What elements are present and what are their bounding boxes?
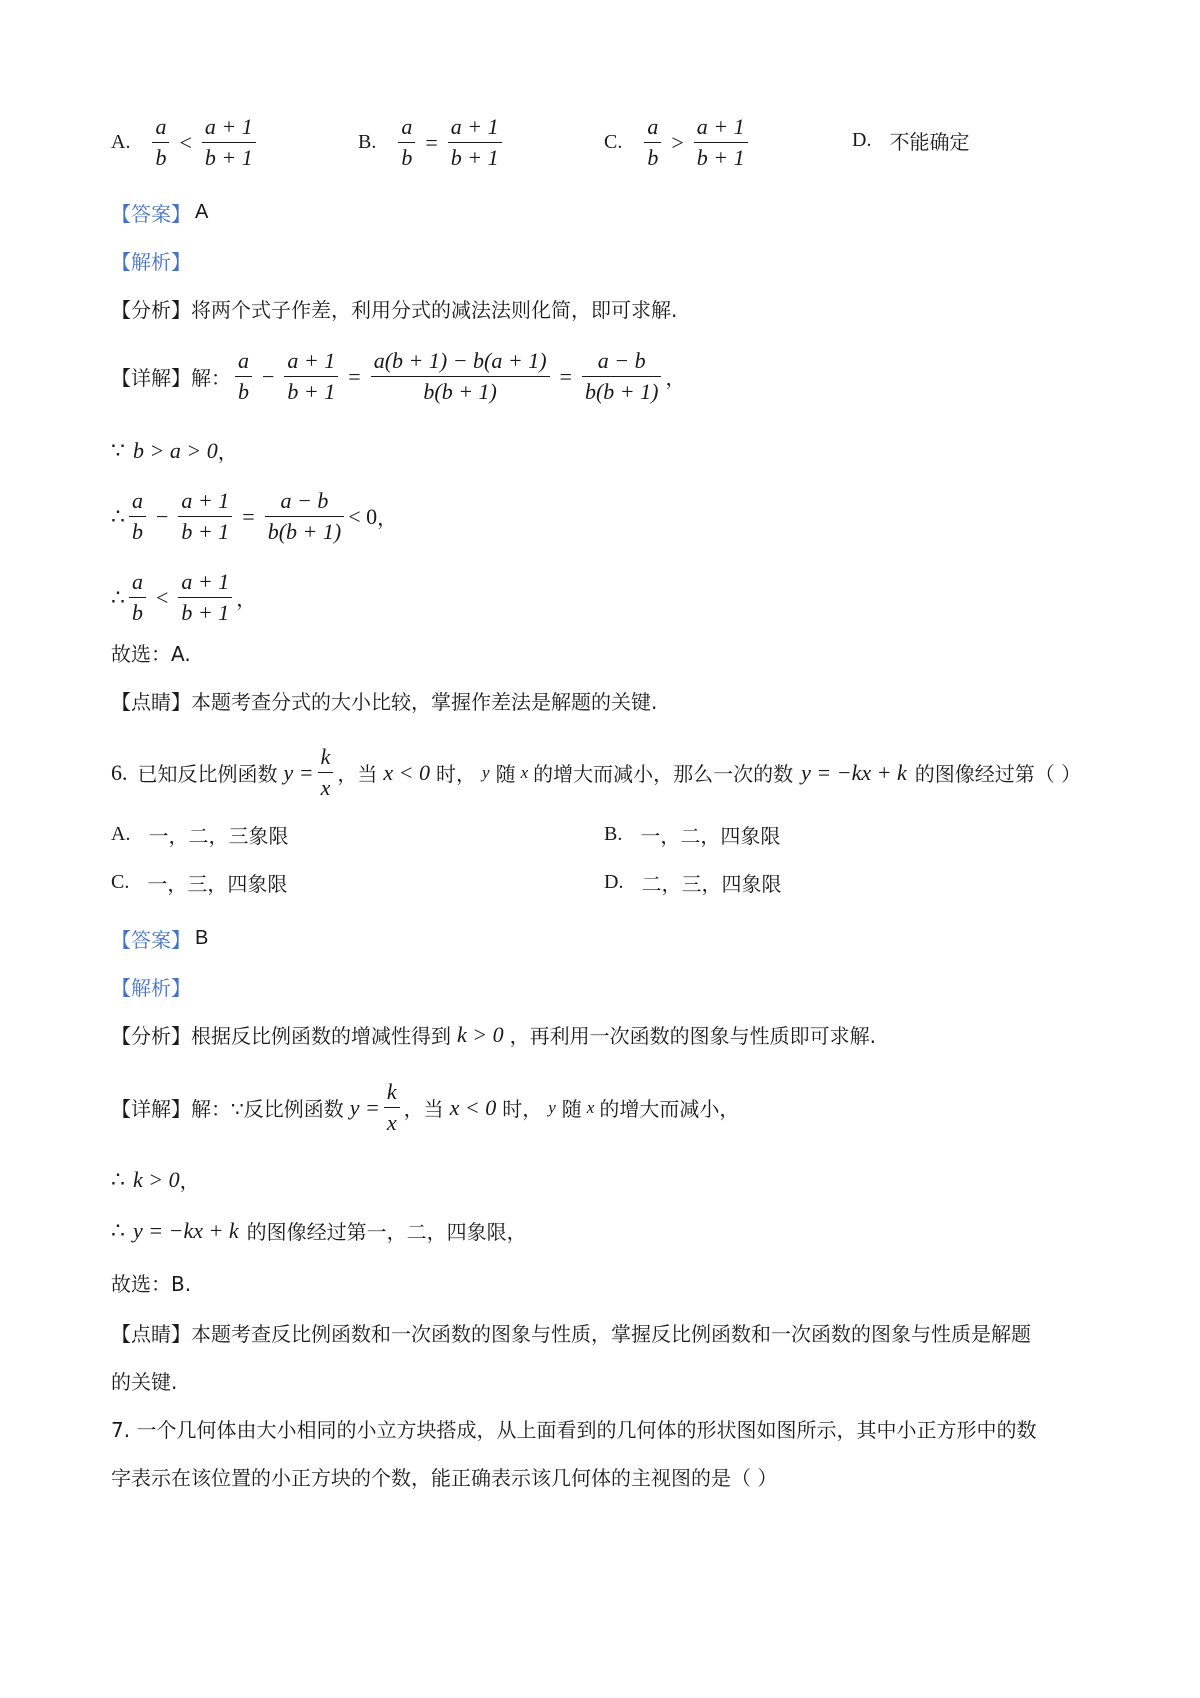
- stem-text: 字表示在该位置的小正方块的个数，能正确表示该几何体的主视图的是（ ）: [111, 1466, 778, 1490]
- fraction: $\frac{a}{b}$: [152, 112, 169, 173]
- q5-therefore-step2: [111, 486, 397, 547]
- answer-tag: 【答案】: [111, 202, 191, 226]
- math-variable: y: [548, 1097, 556, 1117]
- operator: =: [348, 363, 361, 389]
- q7-stem-line1: [111, 1414, 1036, 1443]
- xiangjie-tag: 【详解】: [111, 1097, 191, 1121]
- option-label: B.: [358, 131, 377, 153]
- xiangjie-tag: 【详解】: [111, 366, 191, 390]
- q6-option-b: [604, 820, 780, 849]
- xiangjie-prefix: 解：: [191, 366, 231, 390]
- q5-option-b: [358, 112, 506, 173]
- therefore-text: 的图像经过第一，二，四象限，: [246, 1220, 527, 1244]
- math-expression: b > a > 0: [133, 437, 218, 463]
- fraction: $\frac{a}{b}$: [129, 567, 146, 628]
- option-label: D.: [604, 871, 624, 893]
- fraction: $\frac{a + 1}{b + 1}$: [694, 112, 748, 173]
- math-variable: y: [482, 762, 490, 782]
- q5-answer-line: [111, 198, 208, 227]
- option-label: C.: [604, 131, 623, 153]
- choose-text: 故选：A.: [111, 642, 191, 666]
- dianjing-tag: 【点睛】: [111, 690, 191, 714]
- q6-therefore-k: [111, 1165, 200, 1194]
- math-expression: y = −kx + k: [133, 1217, 239, 1243]
- option-text: 不能确定: [889, 130, 970, 154]
- operator: −: [156, 503, 169, 529]
- q6-dianjing-line2: [111, 1366, 177, 1395]
- fraction: $\frac{a}{b}$: [398, 112, 415, 173]
- fraction: $\frac{a}{b}$: [644, 112, 661, 173]
- option-label: B.: [604, 823, 623, 845]
- q6-analysis-line: [111, 972, 191, 1001]
- dianjing-text: 本题考查分式的大小比较，掌握作差法是解题的关键.: [191, 690, 658, 714]
- fraction: $\frac{a - b}{b(b + 1)}$: [265, 486, 345, 547]
- choose-text: 故选：B.: [111, 1272, 192, 1296]
- q6-dianjing-line: [111, 1318, 1031, 1347]
- q6-answer-line: [111, 924, 208, 953]
- option-text: 一，二，四象限: [640, 824, 781, 848]
- option-label: C.: [111, 871, 130, 893]
- stem-text: 已知反比例函数: [137, 762, 278, 786]
- math-expression: x < 0: [383, 759, 431, 785]
- fenxi-text: ，再利用一次函数的图象与性质即可求解.: [509, 1024, 876, 1048]
- xiangjie-text: ，当: [403, 1097, 444, 1121]
- punctuation: ，: [236, 587, 257, 611]
- option-text: 一，三，四象限: [147, 872, 288, 896]
- q6-therefore-graph: [111, 1216, 527, 1245]
- xiangjie-text: 的增大而减小，: [599, 1097, 740, 1121]
- q5-because-line: [111, 436, 238, 465]
- stem-text: 7. 一个几何体由大小相同的小立方块搭成，从上面看到的几何体的形状图如图所示，其中小正方形中的数: [111, 1418, 1037, 1442]
- q5-option-d: [852, 126, 969, 155]
- dianjing-tag: 【点睛】: [111, 1322, 191, 1346]
- math-expression: k > 0: [457, 1021, 504, 1047]
- stem-text: 的图像经过第（ ）: [914, 762, 1082, 786]
- q5-analysis-line: [111, 246, 191, 275]
- math-expression: x < 0: [449, 1094, 497, 1120]
- stem-text: 随: [495, 762, 516, 786]
- q6-option-c: [111, 868, 287, 897]
- analysis-tag: 【解析】: [111, 976, 191, 1000]
- math-expression: k > 0: [133, 1166, 180, 1192]
- fraction: $\frac{a + 1}{b + 1}$: [178, 567, 232, 628]
- fenxi-text: 将两个式子作差，利用分式的减法法则化简，即可求解.: [191, 298, 678, 322]
- punctuation: ，: [377, 506, 398, 530]
- question-number: 6.: [111, 759, 128, 785]
- fraction: $\frac{a + 1}{b + 1}$: [202, 112, 256, 173]
- q6-fenxi-line: [111, 1020, 876, 1049]
- therefore-symbol: ∴: [111, 1217, 125, 1243]
- math-variable: x: [586, 1097, 595, 1117]
- xiangjie-text: 时，: [502, 1097, 543, 1121]
- q6-detail-line: [111, 1077, 739, 1138]
- option-label: A.: [111, 823, 131, 845]
- fraction: $\frac{a + 1}{b + 1}$: [284, 346, 338, 407]
- fraction: $\frac{a(b + 1) - b(a + 1)}{b(b + 1)}$: [371, 346, 550, 407]
- stem-text: 的增大而减小，那么一次的数: [533, 762, 794, 786]
- therefore-symbol: ∴: [111, 503, 125, 529]
- math-expression: y =: [283, 759, 314, 785]
- fraction: $\frac{k}{x}$: [318, 742, 334, 803]
- option-label: A.: [111, 131, 131, 153]
- xiangjie-text: 随: [561, 1097, 582, 1121]
- operator: >: [671, 129, 684, 155]
- math-variable: x: [520, 762, 529, 782]
- operator: <: [156, 584, 169, 610]
- q6-option-a: [111, 820, 288, 849]
- punctuation: ，: [179, 1169, 200, 1193]
- fraction: $\frac{k}{x}$: [384, 1077, 400, 1138]
- therefore-symbol: ∴: [111, 1166, 125, 1192]
- operator: =: [559, 363, 572, 389]
- operator: =: [425, 129, 438, 155]
- fenxi-tag: 【分析】: [111, 298, 191, 322]
- fraction: $\frac{a - b}{b(b + 1)}$: [582, 346, 662, 407]
- operator: <: [179, 129, 192, 155]
- math-expression: y = −kx + k: [801, 759, 907, 785]
- answer-value: A: [195, 201, 209, 223]
- fraction: $\frac{a}{b}$: [129, 486, 146, 547]
- answer-tag: 【答案】: [111, 928, 191, 952]
- stem-text: ，当: [337, 762, 378, 786]
- q5-therefore-step3: [111, 567, 256, 628]
- q6-option-d: [604, 868, 781, 897]
- operator: =: [242, 503, 255, 529]
- answer-value: B: [195, 927, 209, 949]
- punctuation: ，: [217, 440, 238, 464]
- stem-text: 时，: [436, 762, 477, 786]
- option-text: 二，三，四象限: [641, 872, 782, 896]
- fenxi-tag: 【分析】: [111, 1024, 191, 1048]
- operator: −: [262, 363, 275, 389]
- therefore-symbol: ∴: [111, 584, 125, 610]
- dianjing-text: 的关键.: [111, 1370, 178, 1394]
- analysis-tag: 【解析】: [111, 250, 191, 274]
- q7-stem-line2: [111, 1462, 777, 1491]
- dianjing-text: 本题考查反比例函数和一次函数的图象与性质，掌握反比例函数和一次函数的图象与性质是解题: [191, 1322, 1031, 1346]
- fenxi-text: 根据反比例函数的增减性得到: [191, 1024, 451, 1048]
- xiangjie-text: 解：∵反比例函数: [191, 1097, 344, 1121]
- q5-fenxi-line: [111, 294, 677, 323]
- q5-detail-step1: [111, 346, 685, 407]
- q5-dianjing-line: [111, 686, 657, 715]
- fraction: $\frac{a + 1}{b + 1}$: [178, 486, 232, 547]
- q6-choose-line: [111, 1268, 191, 1297]
- fraction: $\frac{a}{b}$: [235, 346, 252, 407]
- q5-option-c: [604, 112, 752, 173]
- option-text: 一，二，三象限: [148, 824, 289, 848]
- q6-stem: [111, 742, 1081, 803]
- math-expression: y =: [349, 1094, 380, 1120]
- math-expression: < 0: [348, 503, 378, 529]
- because-symbol: ∵: [111, 437, 125, 463]
- option-label: D.: [852, 129, 872, 151]
- q5-choose-line: [111, 638, 191, 667]
- punctuation: ，: [665, 366, 686, 390]
- q5-option-a: [111, 112, 260, 173]
- fraction: $\frac{a + 1}{b + 1}$: [448, 112, 502, 173]
